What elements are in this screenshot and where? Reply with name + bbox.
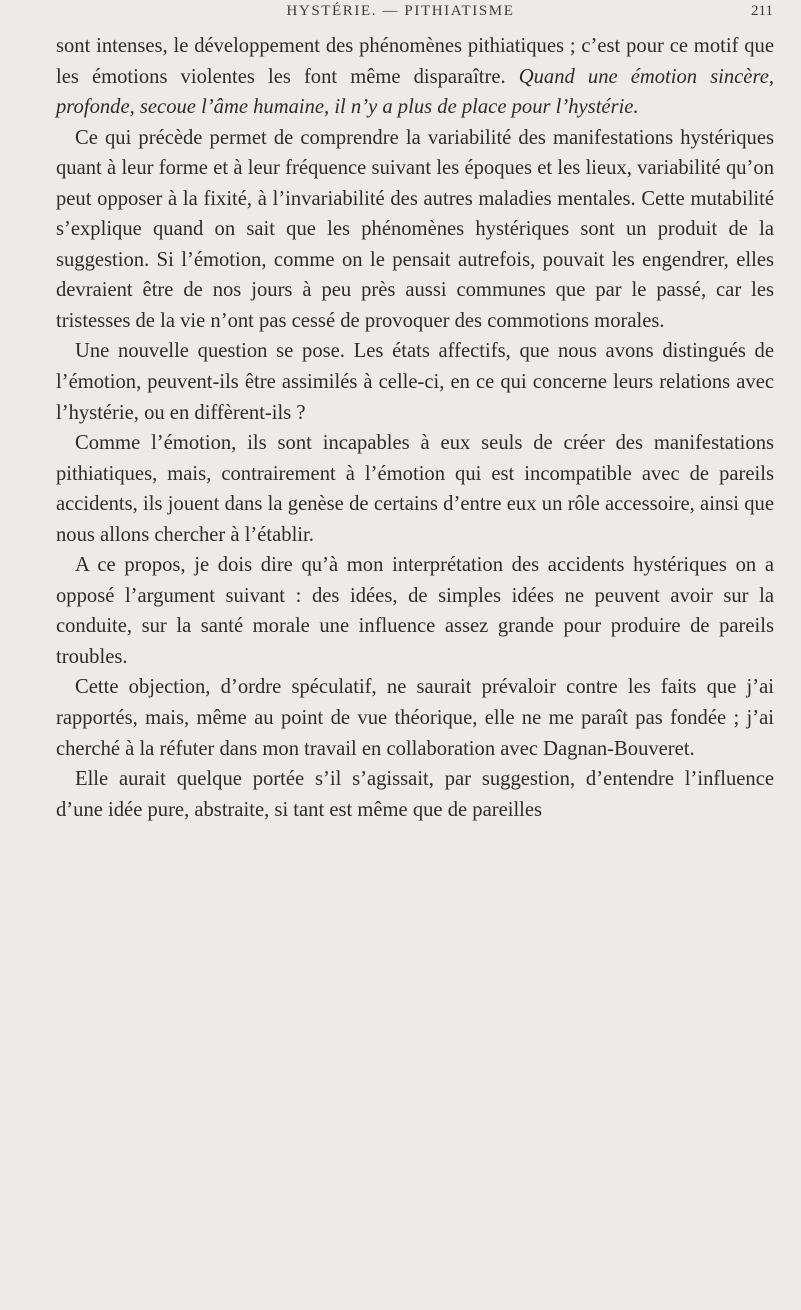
page-number: 211: [751, 3, 773, 19]
paragraph-0-text: sont intenses, le développement des phénomènes pithiatiques ; c’est pour ce motif que les émotions violentes les font même disparaître.: [56, 35, 774, 88]
running-head: [0, 3, 801, 27]
paragraph-6: Elle aurait quelque portée s’il s’agissait, par suggestion, d’entendre l’influence d’une idée pure, abstraite, si tant est même que de pareilles: [56, 768, 774, 821]
paragraph-0-italic: Quand une émotion sincère, profonde, secoue l’âme humaine, il n’y a plus de place pour l’hystérie.: [56, 65, 774, 119]
body-text: [56, 31, 774, 825]
paragraph-0: [56, 31, 774, 123]
paragraph-2: Une nouvelle question se pose. Les états affectifs, que nous avons distingués de l’émotion, peuvent-ils être assimilés à celle-ci, en ce qui concerne leurs relations avec l’hystérie, ou en diffèrent-ils ?: [56, 340, 774, 424]
paragraph-4: A ce propos, je dois dire qu’à mon interprétation des accidents hystériques on a opposé l’argument suivant : des idées, de simples idées ne peuvent avoir sur la conduite, sur la santé morale une influence assez grande pour produire de pareils troubles.: [56, 554, 774, 668]
running-title: HYSTÉRIE. — PITHIATISME: [286, 3, 515, 19]
paragraph-5: Cette objection, d’ordre spéculatif, ne saurait prévaloir contre les faits que j’ai rapportés, mais, même au point de vue théorique, elle ne me paraît pas fondée ; j’ai cherché à la réfuter dans mon travail en collaboration avec Dagnan-Bouveret.: [56, 676, 774, 760]
paragraph-1: Ce qui précède permet de comprendre la variabilité des manifestations hystériques quant à leur forme et à leur fréquence suivant les époques et les lieux, variabilité qu’on peut opposer à la fixité, à l’invariabilité des autres maladies mentales. Cette mutabilité s’explique quand on sait que les phénomènes hystériques sont un produit de la suggestion. Si l’émotion, comme on le pensait autrefois, pouvait les engendrer, elles devraient être de nos jours à peu près aussi communes que par le passé, car les tristesses de la vie n’ont pas cessé de provoquer des commotions morales.: [56, 126, 774, 332]
paragraph-3: Comme l’émotion, ils sont incapables à eux seuls de créer des manifestations pithiatiques, mais, contrairement à l’émotion qui est incompatible avec de pareils accidents, ils jouent dans la genèse de certains d’entre eux un rôle accessoire, ainsi que nous allons chercher à l’établir.: [56, 432, 774, 546]
